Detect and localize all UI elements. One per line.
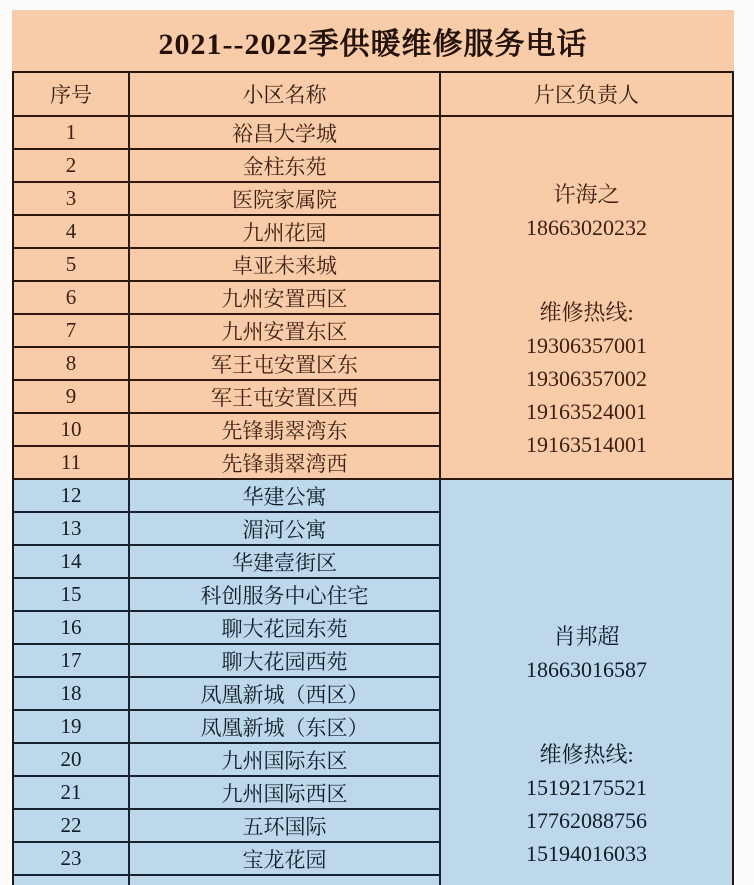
community-name-cell: 宝龙花园	[130, 843, 441, 876]
title-bar	[12, 10, 734, 71]
partial-community-name-cell	[130, 876, 441, 885]
header-area-manager: 片区负责人	[441, 73, 732, 117]
row-number-cell: 8	[14, 348, 130, 381]
row-number-cell: 22	[14, 810, 130, 843]
contact-cell-orange	[441, 117, 732, 480]
community-name-cell: 九州国际西区	[130, 777, 441, 810]
community-name-cell: 卓亚未来城	[130, 249, 441, 282]
community-name-cell: 华建壹街区	[130, 546, 441, 579]
community-name-cell: 军王屯安置区东	[130, 348, 441, 381]
row-number-cell: 23	[14, 843, 130, 876]
community-name-cell: 医院家属院	[130, 183, 441, 216]
community-name-cell: 九州花园	[130, 216, 441, 249]
service-table	[12, 71, 734, 885]
community-name-cell: 先锋翡翠湾西	[130, 447, 441, 480]
community-name-cell: 五环国际	[130, 810, 441, 843]
row-number-cell: 1	[14, 117, 130, 150]
community-name-cell: 聊大花园东苑	[130, 612, 441, 645]
row-number-cell: 16	[14, 612, 130, 645]
hotline-label: 维修热线:	[539, 299, 634, 325]
hotline-number: 19306357002	[526, 365, 647, 391]
row-number-cell: 3	[14, 183, 130, 216]
hotline-number: 15192175521	[526, 774, 647, 800]
section-blue	[14, 480, 732, 885]
row-number-cell: 7	[14, 315, 130, 348]
manager-name: 许海之	[553, 181, 620, 207]
manager-phone: 18663016587	[526, 656, 647, 682]
row-number-cell: 20	[14, 744, 130, 777]
row-number-cell: 2	[14, 150, 130, 183]
manager-name: 肖邦超	[553, 623, 620, 649]
row-number-cell: 14	[14, 546, 130, 579]
row-number-cell: 18	[14, 678, 130, 711]
hotline-number: 19306357001	[526, 332, 647, 358]
row-number-cell: 5	[14, 249, 130, 282]
community-name-cell: 九州安置西区	[130, 282, 441, 315]
row-number-cell: 4	[14, 216, 130, 249]
row-number-cell: 15	[14, 579, 130, 612]
community-name-cell: 先锋翡翠湾东	[130, 414, 441, 447]
community-name-cell: 裕昌大学城	[130, 117, 441, 150]
hotline-number: 17762088756	[526, 807, 647, 833]
table-header-row	[14, 73, 732, 117]
row-number-cell: 11	[14, 447, 130, 480]
community-name-cell: 凤凰新城（西区）	[130, 678, 441, 711]
hotline-label: 维修热线:	[539, 741, 634, 767]
community-name-cell: 湄河公寓	[130, 513, 441, 546]
community-name-cell: 科创服务中心住宅	[130, 579, 441, 612]
manager-phone: 18663020232	[526, 214, 647, 240]
row-number-cell: 12	[14, 480, 130, 513]
community-name-cell: 九州安置东区	[130, 315, 441, 348]
row-number-cell: 10	[14, 414, 130, 447]
row-number-cell: 13	[14, 513, 130, 546]
row-number-cell: 6	[14, 282, 130, 315]
hotline-number: 15194016033	[526, 840, 647, 866]
section-orange	[14, 117, 732, 480]
community-name-cell: 华建公寓	[130, 480, 441, 513]
page-title: 2021--2022季供暖维修服务电话	[158, 27, 588, 61]
community-name-cell: 金柱东苑	[130, 150, 441, 183]
header-community-name: 小区名称	[130, 73, 441, 117]
contact-cell-blue	[441, 480, 732, 885]
partial-row-number-cell	[14, 876, 130, 885]
community-name-cell: 九州国际东区	[130, 744, 441, 777]
row-number-cell: 21	[14, 777, 130, 810]
row-number-cell: 17	[14, 645, 130, 678]
community-name-cell: 聊大花园西苑	[130, 645, 441, 678]
community-name-cell: 凤凰新城（东区）	[130, 711, 441, 744]
header-serial-number: 序号	[14, 73, 130, 117]
row-number-cell: 9	[14, 381, 130, 414]
hotline-number: 19163514001	[526, 431, 647, 457]
hotline-number: 19163524001	[526, 398, 647, 424]
community-name-cell: 军王屯安置区西	[130, 381, 441, 414]
row-number-cell: 19	[14, 711, 130, 744]
